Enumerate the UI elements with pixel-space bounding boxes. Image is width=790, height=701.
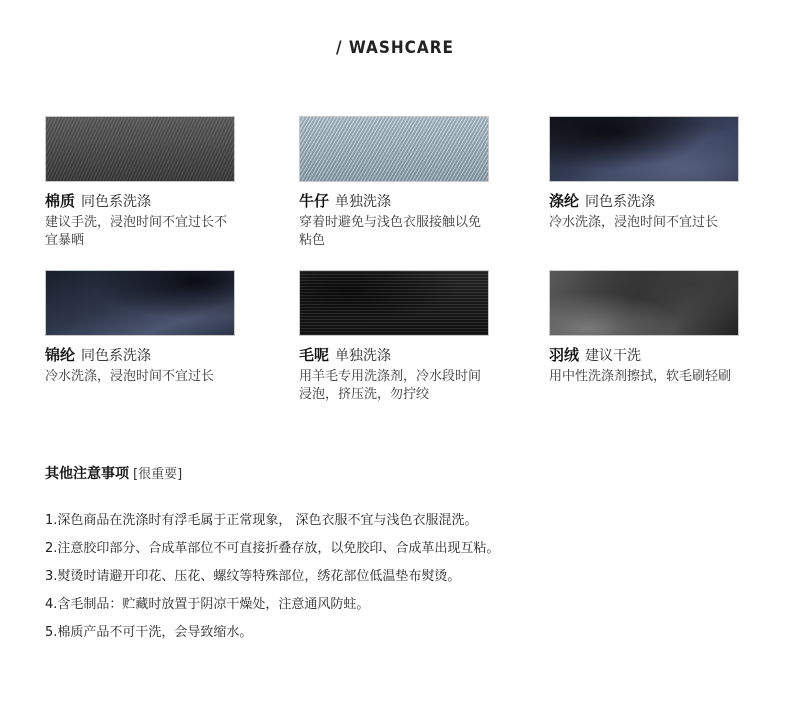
fabric-card-wool [299,270,491,404]
importance-tag: [很重要] [133,467,183,482]
wash-method: 单独洗涤 [335,348,392,364]
fabric-name: 涤纶 [549,192,580,210]
fabric-card-down [549,270,741,386]
fabric-heading [45,191,237,212]
fabric-name: 锦纶 [45,346,76,364]
fabric-description: 用羊毛专用洗涤剂，冷水段时间浸泡，挤压洗，勿拧绞 [299,369,482,402]
fabric-description: 冷水洗涤，浸泡时间不宜过长 [549,215,719,230]
denim-swatch [299,116,489,182]
note-item: 4.含毛制品：贮藏时放置于阴凉干燥处，注意通风防蛀。 [45,597,370,612]
fabric-name: 棉质 [45,192,76,210]
note-item: 2.注意胶印部分、合成革部位不可直接折叠存放，以免胶印、合成革出现互粘。 [45,541,500,556]
fabric-card-cotton [45,116,237,250]
fabric-description: 用中性洗涤剂擦拭，软毛刷轻刷 [549,369,732,384]
note-item: 3.熨烫时请避开印花、压花、螺纹等特殊部位，绣花部位低温垫布熨烫。 [45,569,461,584]
wash-method: 同色系洗涤 [585,194,656,210]
fabric-description: 建议手洗，浸泡时间不宜过长不宜暴晒 [45,215,228,248]
fabric-card-denim [299,116,491,250]
fabric-name: 毛呢 [299,346,330,364]
down-swatch [549,270,739,336]
fabric-description: 穿着时避免与浅色衣服接触以免粘色 [299,215,482,248]
wash-method: 单独洗涤 [335,194,392,210]
fabric-card-polyester [549,116,741,232]
wash-method: 建议干洗 [585,348,642,364]
fabric-heading [549,191,741,212]
fabric-name: 羽绒 [549,346,580,364]
fabric-heading [45,345,237,366]
page-title: / WASHCARE [336,38,454,58]
notes-heading-text: 其他注意事项 [45,466,129,482]
fabric-card-nylon [45,270,237,386]
notes-heading [45,463,182,483]
cotton-swatch [45,116,235,182]
wool-swatch [299,270,489,336]
note-item: 1.深色商品在洗涤时有浮毛属于正常现象， 深色衣服不宜与浅色衣服混洗。 [45,513,478,528]
fabric-name: 牛仔 [299,192,330,210]
polyester-swatch [549,116,739,182]
wash-method: 同色系洗涤 [81,194,152,210]
notes-list [45,507,499,647]
wash-method: 同色系洗涤 [81,348,152,364]
note-item: 5.棉质产品不可干洗，会导致缩水。 [45,625,253,640]
fabric-heading [299,345,491,366]
fabric-description: 冷水洗涤，浸泡时间不宜过长 [45,369,215,384]
nylon-swatch [45,270,235,336]
fabric-heading [299,191,491,212]
fabric-heading [549,345,741,366]
